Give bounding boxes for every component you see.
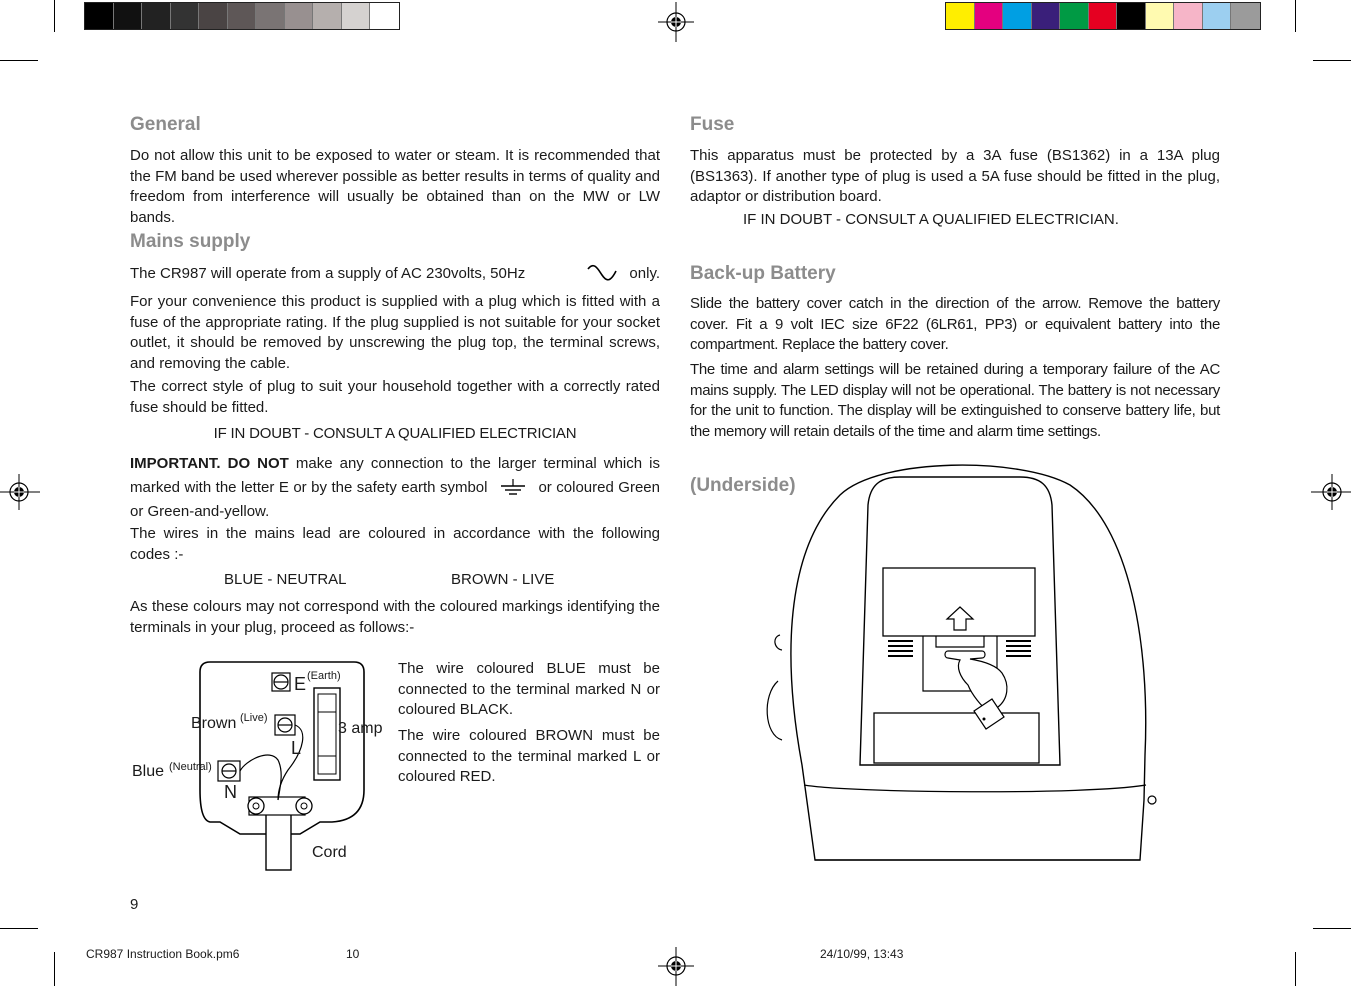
grayscale-swatch bbox=[285, 3, 314, 29]
crop-mark bbox=[54, 952, 55, 986]
mains-only: only. bbox=[629, 264, 660, 282]
plug-label-brown: Brown bbox=[191, 715, 237, 732]
brown-wire-text: The wire coloured BROWN must be connected to the terminal marked L or coloured RED. bbox=[398, 727, 660, 785]
fuse-heading: Fuse bbox=[690, 114, 735, 135]
footer-page: 10 bbox=[346, 947, 360, 961]
grayscale-swatch bbox=[114, 3, 143, 29]
plug-label-l: L bbox=[291, 738, 302, 758]
colours-text: As these colours may not correspond with the coloured markings identifying the terminals in your plug, proceed as follows:- bbox=[130, 598, 660, 636]
plug-label-cord: Cord bbox=[312, 844, 347, 861]
backup-paragraph-1: Slide the battery cover catch in the direction of the arrow. Remove the battery cover. Fit a 9 volt IEC size 6F22 (6LR61, PP3) or equivalent battery into the compartment. Replace the battery cover. bbox=[690, 295, 1220, 353]
earth-symbol-icon bbox=[498, 479, 528, 497]
crop-mark bbox=[0, 928, 38, 929]
code-brown: BROWN - LIVE bbox=[451, 571, 555, 588]
important-text: make any connection to the larger terminal which is marked with the letter E or by the safety earth symbol bbox=[130, 455, 660, 496]
process-color-swatch bbox=[1231, 3, 1260, 29]
plug-label-n: N bbox=[224, 782, 237, 802]
crop-mark bbox=[1313, 60, 1351, 61]
footer-date: 24/10/99, 13:43 bbox=[820, 947, 904, 961]
crop-mark bbox=[54, 0, 55, 32]
process-color-bar bbox=[945, 2, 1261, 30]
registration-mark-icon bbox=[658, 947, 694, 986]
process-color-swatch bbox=[1089, 3, 1118, 29]
plug-label-blue: Blue bbox=[132, 763, 165, 780]
registration-mark-icon bbox=[1311, 474, 1351, 510]
footer-file: CR987 Instruction Book.pm6 bbox=[86, 947, 240, 961]
grayscale-swatch bbox=[256, 3, 285, 29]
underside-label: (Underside) bbox=[690, 475, 796, 496]
mains-paragraph-2: For your convenience this product is supplied with a plug which is fitted with a fuse of the appropriate rating. If the plug supplied is not suitable for your socket outlet, it should be removed by unscrewing the plug top, the terminal screws, and removing the cable. bbox=[130, 293, 660, 372]
process-color-swatch bbox=[1003, 3, 1032, 29]
mains-supply-heading: Mains supply bbox=[130, 231, 251, 252]
crop-mark bbox=[0, 60, 38, 61]
grayscale-swatch bbox=[342, 3, 371, 29]
important-paragraph bbox=[130, 452, 660, 524]
grayscale-swatch bbox=[85, 3, 114, 29]
process-color-swatch bbox=[1146, 3, 1175, 29]
grayscale-swatch bbox=[199, 3, 228, 29]
general-heading: General bbox=[130, 114, 201, 135]
consult-electrician-text: IF IN DOUBT - CONSULT A QUALIFIED ELECTRICIAN bbox=[213, 425, 577, 442]
grayscale-swatch bbox=[142, 3, 171, 29]
process-color-swatch bbox=[1174, 3, 1203, 29]
fuse-consult-text: IF IN DOUBT - CONSULT A QUALIFIED ELECTRICIAN. bbox=[743, 211, 1119, 228]
general-text: Do not allow this unit to be exposed to water or steam. It is recommended that the FM band be used wherever possible as better results in terms of quality and freedom from interference will usually be obtained than on the MW or LW bands. bbox=[130, 147, 660, 226]
process-color-swatch bbox=[1117, 3, 1146, 29]
fuse-text: This apparatus must be protected by a 3A fuse (BS1362) in a 13A plug (BS1363). If another type of plug is used a 5A fuse should be fitted in the plug, adaptor or distribution board. bbox=[690, 147, 1220, 205]
process-color-swatch bbox=[1060, 3, 1089, 29]
grayscale-swatch bbox=[171, 3, 200, 29]
registration-mark-icon bbox=[658, 2, 694, 42]
backup-paragraph-2: The time and alarm settings will be retained during a temporary failure of the AC mains supply. The LED display will not be operational. The battery is not necessary for the unit to function. The display will be extinguished to conserve battery life, but the memory will retain details of the time and alarm time settings. bbox=[690, 361, 1220, 440]
mains-paragraph-3: The correct style of plug to suit your household together with a correctly rated fuse should be fitted. bbox=[130, 378, 660, 416]
radio-underside-illustration bbox=[760, 455, 1160, 875]
plug-label-neutral: (Neutral) bbox=[169, 761, 212, 773]
wires-text: The wires in the mains lead are coloured in accordance with the following codes :- bbox=[130, 525, 660, 563]
crop-mark bbox=[1295, 952, 1296, 986]
process-color-swatch bbox=[946, 3, 975, 29]
page-number: 9 bbox=[130, 896, 139, 913]
registration-mark-icon bbox=[0, 474, 40, 510]
important-end-text: or coloured Green or Green-and-yellow. bbox=[130, 479, 660, 520]
process-color-swatch bbox=[1203, 3, 1232, 29]
process-color-swatch bbox=[975, 3, 1004, 29]
grayscale-swatch bbox=[370, 3, 399, 29]
mains-text: The CR987 will operate from a supply of AC 230volts, 50Hz bbox=[130, 264, 526, 282]
code-blue: BLUE - NEUTRAL bbox=[224, 571, 347, 588]
plug-label-earth: (Earth) bbox=[307, 670, 341, 682]
grayscale-swatch bbox=[228, 3, 257, 29]
plug-wiring-diagram bbox=[128, 660, 390, 872]
backup-battery-heading: Back-up Battery bbox=[690, 263, 836, 284]
process-color-swatch bbox=[1032, 3, 1061, 29]
grayscale-swatch bbox=[313, 3, 342, 29]
grayscale-bar bbox=[84, 2, 400, 30]
important-label: IMPORTANT. DO NOT bbox=[130, 455, 289, 472]
plug-label-e: E bbox=[294, 674, 307, 694]
blue-wire-text: The wire coloured BLUE must be connected to the terminal marked N or coloured BLACK. bbox=[398, 660, 660, 718]
ac-sine-icon bbox=[585, 263, 619, 283]
crop-mark bbox=[1313, 928, 1351, 929]
plug-label-3amp: 3 amp bbox=[338, 720, 383, 737]
mains-supply-line bbox=[130, 263, 660, 283]
crop-mark bbox=[1295, 0, 1296, 32]
plug-label-live: (Live) bbox=[240, 712, 268, 724]
